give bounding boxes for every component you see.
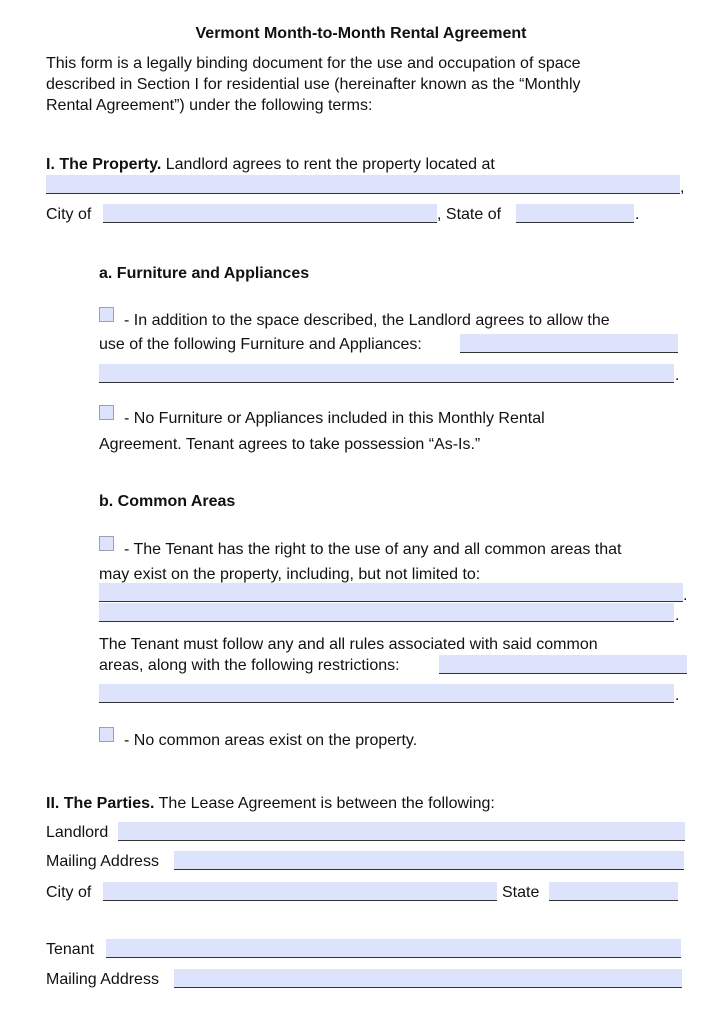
restrictions-field-2[interactable] [99,684,674,703]
landlord-label: Landlord [46,824,109,841]
furniture-heading: a. Furniture and Appliances [99,265,310,282]
section-property-heading: I. The Property. [46,156,162,173]
furniture-included-checkbox[interactable] [99,307,114,322]
intro-line-1: This form is a legally binding document for the use and occupation of space [46,55,581,72]
no-furniture-checkbox[interactable] [99,405,114,420]
landlord-state-label: State [502,884,540,901]
address-comma: , [680,179,685,196]
common-areas-field-2[interactable] [99,603,674,622]
tenant-mailing-field[interactable] [174,969,682,988]
common-areas-heading: b. Common Areas [99,493,236,510]
landlord-mailing-field[interactable] [174,851,684,870]
common-areas-period-1: . [683,587,688,604]
document-title: Vermont Month-to-Month Rental Agreement [195,25,527,42]
common-areas-period-2: . [675,607,680,624]
furniture-included-text-2: use of the following Furniture and Appliances: [99,336,422,353]
tenant-field[interactable] [106,939,681,958]
property-state-label: , State of [437,206,502,223]
landlord-state-field[interactable] [549,882,678,901]
intro-line-2: described in Section I for residential use (hereinafter known as the “Monthly [46,76,581,93]
property-city-field[interactable] [103,204,437,223]
landlord-city-label: City of [46,884,92,901]
landlord-mailing-label: Mailing Address [46,853,159,870]
common-areas-text-2: may exist on the property, including, but not limited to: [99,566,481,583]
furniture-period: . [675,367,680,384]
no-common-areas-text: - No common areas exist on the property. [124,732,418,749]
furniture-list-field-2[interactable] [99,364,674,383]
section-parties-text: The Lease Agreement is between the following: [154,795,495,812]
section-parties [46,794,495,814]
section-parties-heading: II. The Parties. [46,795,155,812]
no-common-areas-checkbox[interactable] [99,727,114,742]
rules-text-2: areas, along with the following restrictions: [99,657,400,674]
landlord-field[interactable] [118,822,685,841]
no-furniture-text-2: Agreement. Tenant agrees to take possession “As-Is.” [99,436,481,453]
section-property [46,155,495,175]
common-areas-field-1[interactable] [99,583,683,602]
common-areas-checkbox[interactable] [99,536,114,551]
common-areas-text-1: - The Tenant has the right to the use of any and all common areas that [124,541,622,558]
intro-line-3: Rental Agreement”) under the following terms: [46,97,373,114]
restrictions-period: . [675,687,680,704]
furniture-included-text-1: - In addition to the space described, the Landlord agrees to allow the [124,312,610,329]
property-address-field[interactable] [46,175,680,194]
no-furniture-text-1: - No Furniture or Appliances included in this Monthly Rental [124,410,545,427]
tenant-label: Tenant [46,941,95,958]
rules-text-1: The Tenant must follow any and all rules associated with said common [99,636,598,653]
landlord-city-field[interactable] [103,882,497,901]
tenant-mailing-label: Mailing Address [46,971,159,988]
property-state-field[interactable] [516,204,634,223]
furniture-list-field-1[interactable] [460,334,678,353]
property-city-label: City of [46,206,92,223]
restrictions-field-1[interactable] [439,655,687,674]
section-property-text: Landlord agrees to rent the property located at [161,156,495,173]
state-period: . [635,206,640,223]
